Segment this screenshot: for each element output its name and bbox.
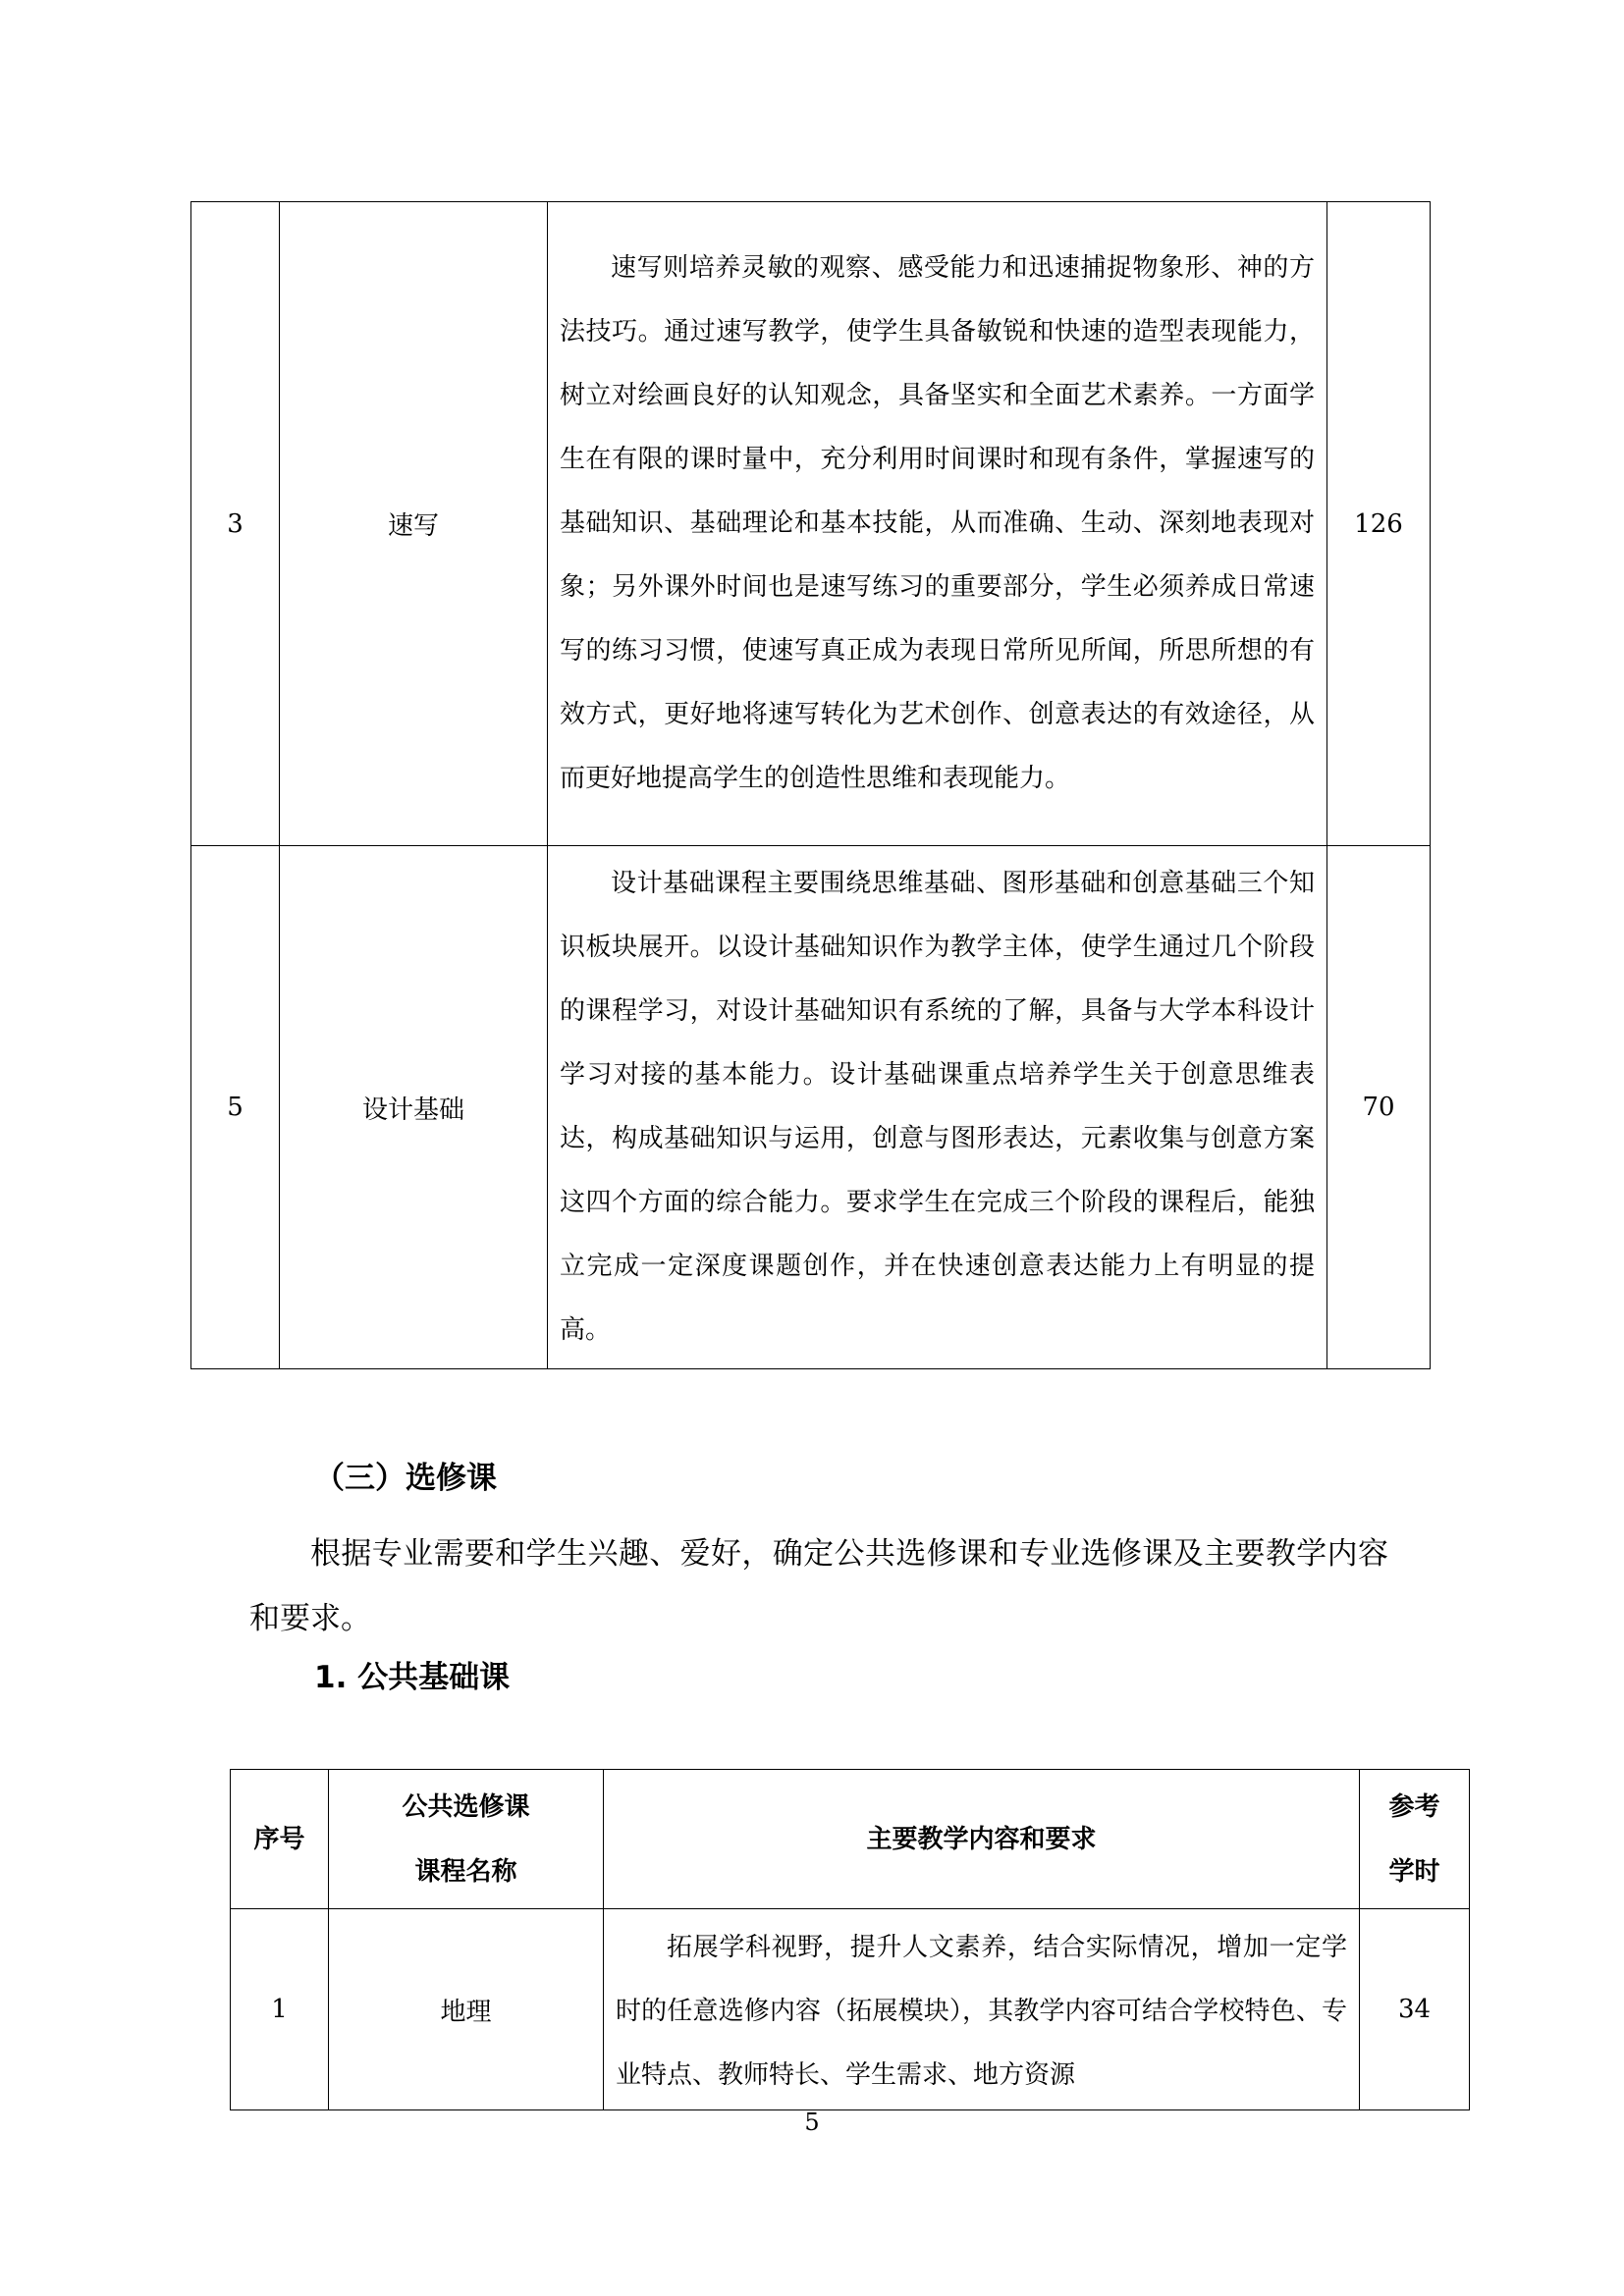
header-hours xyxy=(1360,1770,1470,1909)
course-description xyxy=(604,1909,1360,2110)
course-description-text: 设计基础课程主要围绕思维基础、图形基础和创意基础三个知识板块展开。以设计基础知识作为教学主体，使学生通过几个阶段的课程学习，对设计基础知识有系统的了解，具备与大学本科设计学习对接的基本能力。设计基础课重点培养学生关于创意思维表达，构成基础知识与运用，创意与图形表达，元素收集与创意方案这四个方面的综合能力。要求学生在完成三个阶段的课程后，能独立完成一定深度课题创作，并在快速创意表达能力上有明显的提高。 xyxy=(560,869,1315,1345)
elective-course-table xyxy=(230,1769,1470,2110)
section-heading: （三）选修课 xyxy=(314,1461,497,1496)
page-number: 5 xyxy=(804,2109,820,2136)
course-hours: 126 xyxy=(1327,202,1431,846)
table-row xyxy=(191,202,1431,846)
header-num: 序号 xyxy=(231,1770,329,1909)
header-desc: 主要教学内容和要求 xyxy=(604,1770,1360,1909)
header-name xyxy=(329,1770,604,1909)
course-description xyxy=(548,202,1327,846)
course-name: 速写 xyxy=(280,202,548,846)
header-hours-line1: 参考 xyxy=(1388,1791,1440,1822)
course-hours: 70 xyxy=(1327,846,1431,1369)
course-name: 设计基础 xyxy=(280,846,548,1369)
header-name-line2: 课程名称 xyxy=(414,1856,517,1887)
header-name-line1: 公共选修课 xyxy=(402,1791,530,1822)
course-description-text: 速写则培养灵敏的观察、感受能力和迅速捕捉物象形、神的方法技巧。通过速写教学，使学生具备敏锐和快速的造型表现能力，树立对绘画良好的认知观念，具备坚实和全面艺术素养。一方面学生在有限的课时量中，充分利用时间课时和现有条件，掌握速写的基础知识、基础理论和基本技能，从而准确、生动、深刻地表现对象；另外课外时间也是速写练习的重要部分，学生必须养成日常速写的练习习惯，使速写真正成为表现日常所见所闻，所思所想的有效方式，更好地将速写转化为艺术创作、创意表达的有效途径，从而更好地提高学生的创造性思维和表现能力。 xyxy=(560,253,1315,793)
row-number: 1 xyxy=(231,1909,329,2110)
table-row xyxy=(231,1909,1470,2110)
row-number: 5 xyxy=(191,846,280,1369)
course-name: 地理 xyxy=(329,1909,604,2110)
section-paragraph: 根据专业需要和学生兴趣、爱好，确定公共选修课和专业选修课及主要教学内容和要求。 xyxy=(249,1536,1388,1636)
course-hours: 34 xyxy=(1360,1909,1470,2110)
sub-heading: 1. 公共基础课 xyxy=(314,1660,511,1695)
table-row xyxy=(191,846,1431,1369)
row-number: 3 xyxy=(191,202,280,846)
header-hours-line2: 学时 xyxy=(1388,1856,1440,1887)
course-description xyxy=(548,846,1327,1369)
core-course-table xyxy=(190,201,1431,1369)
table-header-row xyxy=(231,1770,1470,1909)
course-description-text: 拓展学科视野，提升人文素养，结合实际情况，增加一定学时的任意选修内容（拓展模块），其教学内容可结合学校特色、专业特点、教师特长、学生需求、地方资源 xyxy=(616,1932,1347,2090)
